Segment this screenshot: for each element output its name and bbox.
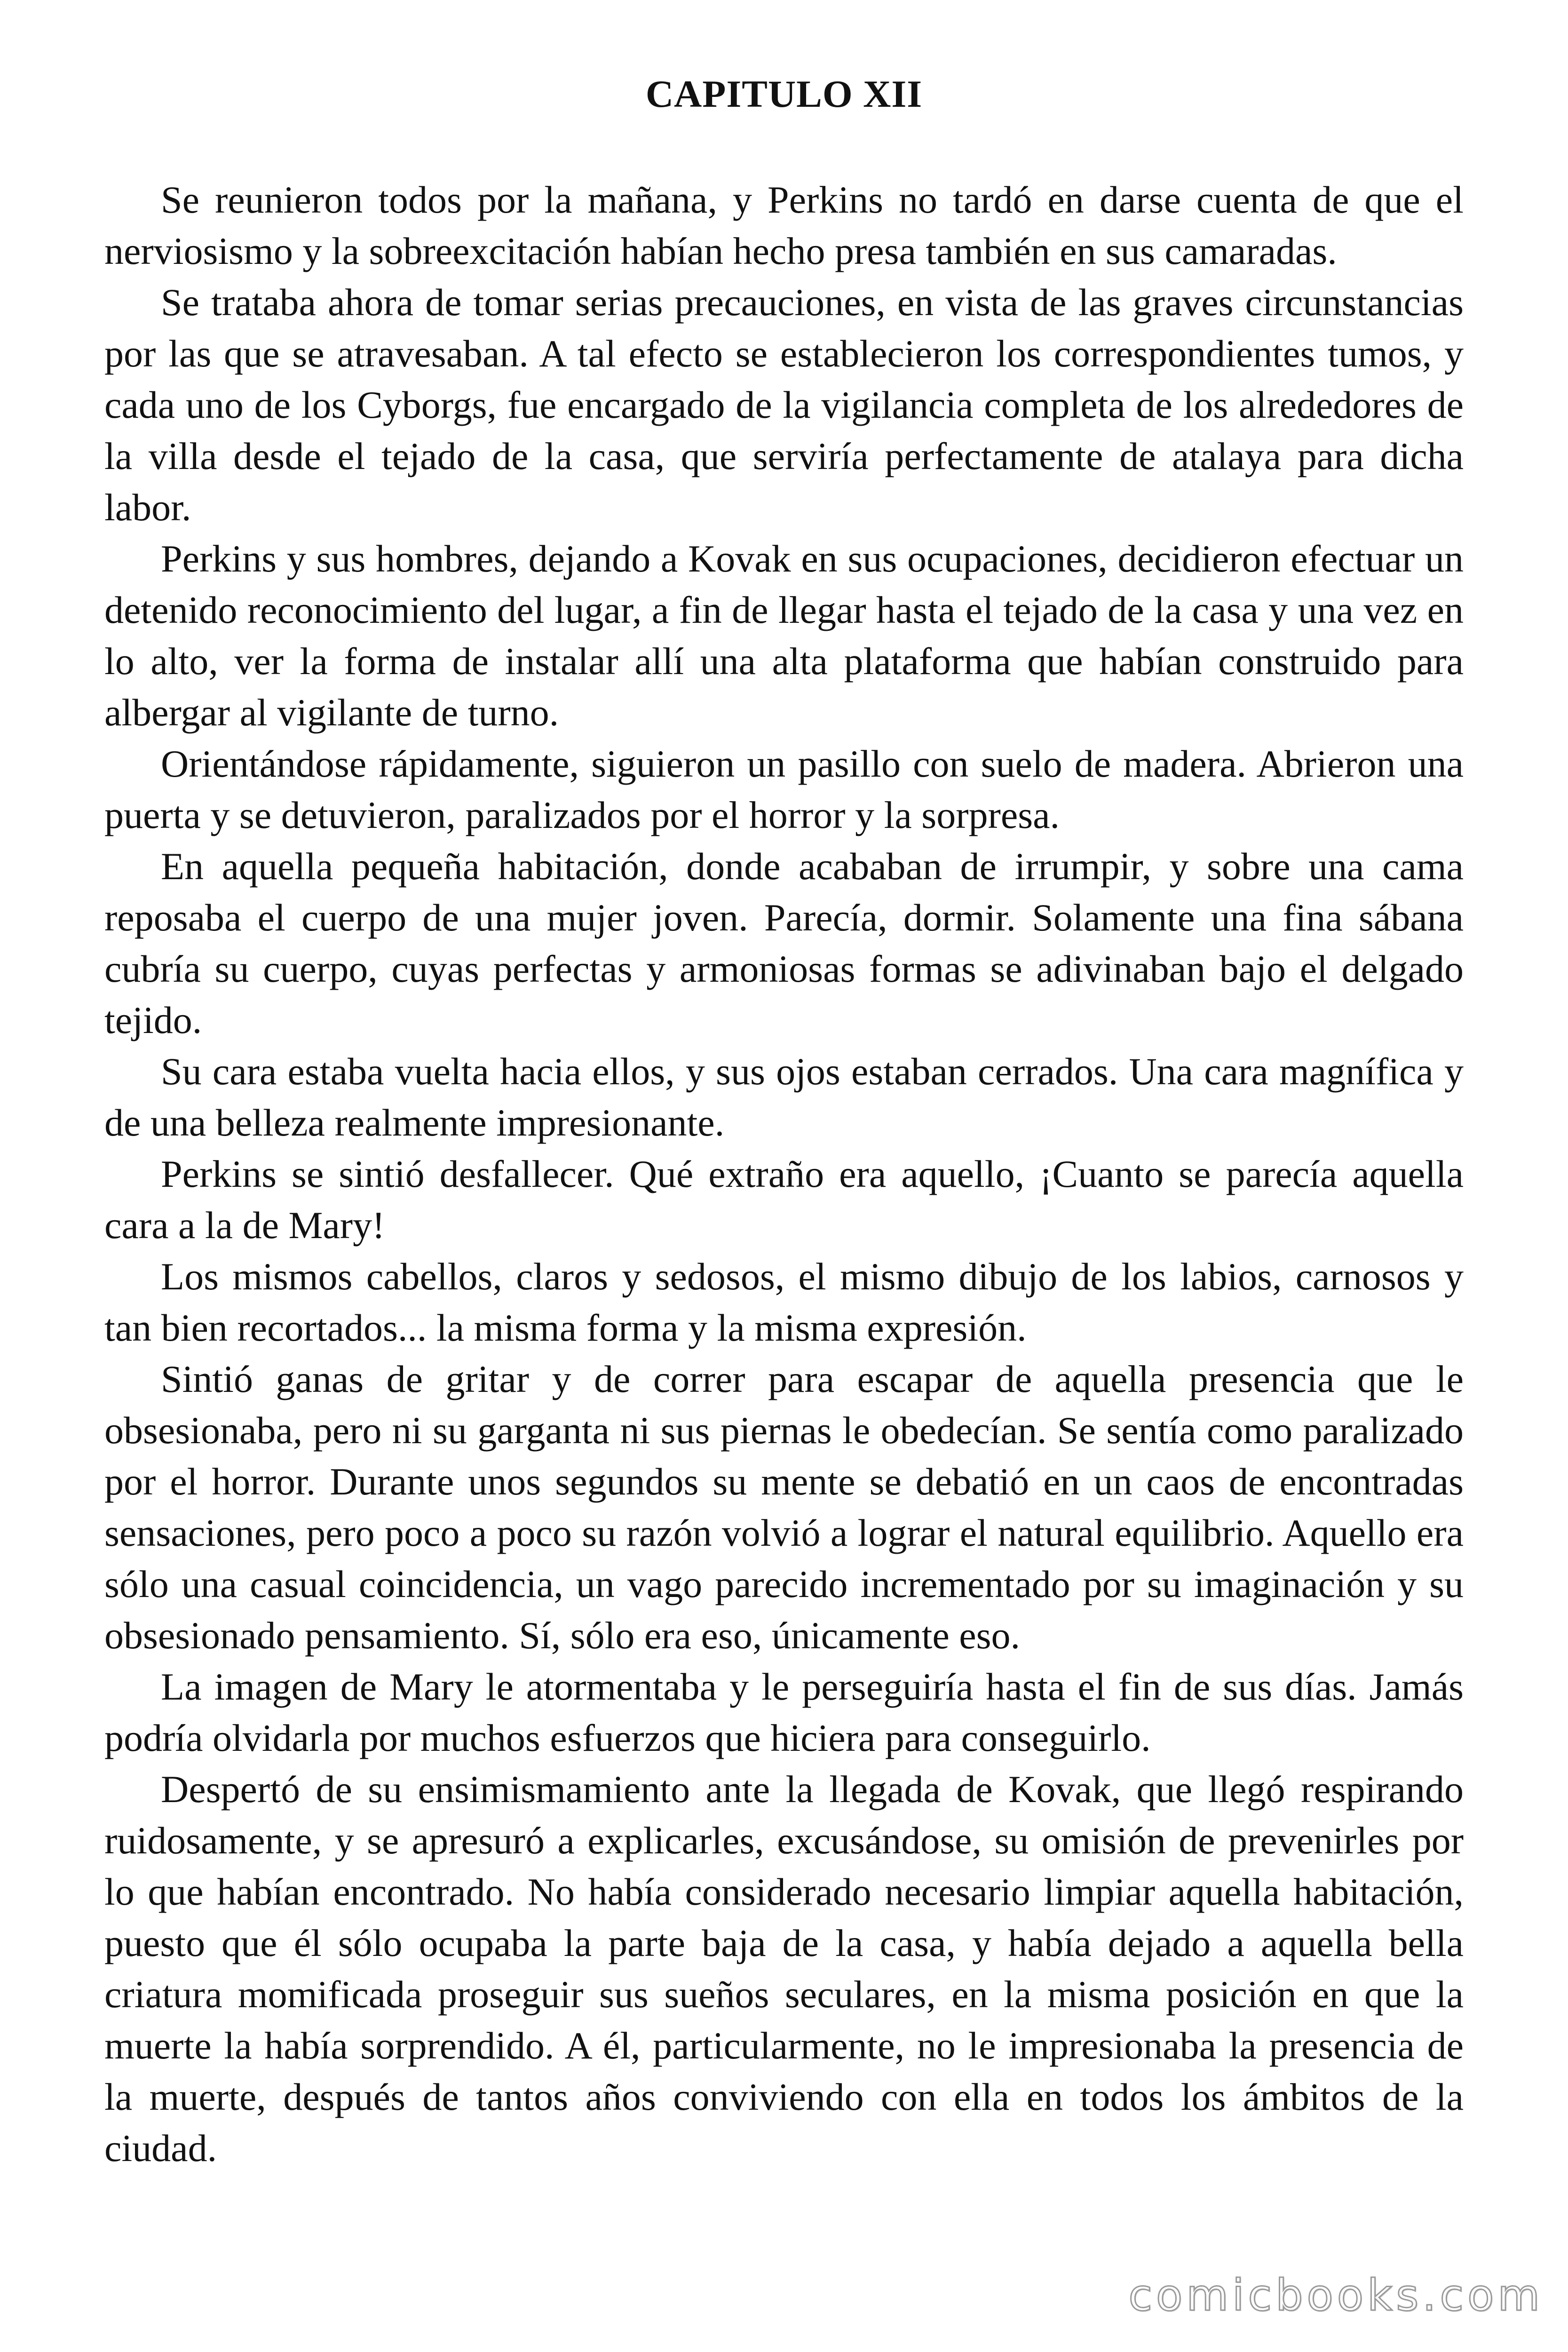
paragraph: Se reunieron todos por la mañana, y Perkins no tardó en darse cuenta de que el nerviosismo y la sobreexcitación habían hecho presa también en sus camaradas. bbox=[104, 178, 1464, 272]
paragraph: Despertó de su ensimismamiento ante la llegada de Kovak, que llegó respirando ruidosamente, y se apresuró a explicarles, excusándose, su omisión de prevenirles por lo que habían encontrado. No había considerado necesario limpiar aquella habitación, puesto que él sólo ocupaba la parte baja de la casa, y había dejado a aquella bella criatura momificada proseguir sus sueños seculares, en la misma posición en que la muerte la había sorprendido. A él, particularmente, no le impresionaba la presencia de la muerte, después de tantos años conviviendo con ella en todos los ámbitos de la ciudad. bbox=[104, 1768, 1464, 2169]
watermark: comicbooks.com bbox=[1128, 2270, 1544, 2320]
chapter-body bbox=[104, 174, 1464, 2174]
paragraph: Su cara estaba vuelta hacia ellos, y sus ojos estaban cerrados. Una cara magnífica y de una belleza realmente impresionante. bbox=[104, 1050, 1464, 1144]
chapter-title: CAPITULO XII bbox=[645, 72, 923, 115]
paragraph: Orientándose rápidamente, siguieron un pasillo con suelo de madera. Abrieron una puerta y se detuvieron, paralizados por el horror y la sorpresa. bbox=[104, 742, 1464, 836]
paragraph: Los mismos cabellos, claros y sedosos, el mismo dibujo de los labios, carnosos y tan bien recortados... la misma forma y la misma expresión. bbox=[104, 1255, 1464, 1349]
paragraph: Se trataba ahora de tomar serias precauciones, en vista de las graves circunstancias por las que se atravesaban. A tal efecto se establecieron los correspondientes tumos, y cada uno de los Cyborgs, fue encargado de la vigilancia completa de los alrededores de la villa desde el tejado de la casa, que serviría perfectamente de atalaya para dicha labor. bbox=[104, 281, 1464, 529]
paragraph: Sintió ganas de gritar y de correr para escapar de aquella presencia que le obsesionaba, pero ni su garganta ni sus piernas le obedecían. Se sentía como paralizado por el horror. Durante unos segundos su mente se debatió en un caos de encontradas sensaciones, pero poco a poco su razón volvió a lograr el natural equilibrio. Aquello era sólo una casual coincidencia, un vago parecido incrementado por su imaginación y su obsesionado pensamiento. Sí, sólo era eso, únicamente eso. bbox=[104, 1358, 1464, 1657]
paragraph: En aquella pequeña habitación, donde acababan de irrumpir, y sobre una cama reposaba el cuerpo de una mujer joven. Parecía, dormir. Solamente una fina sábana cubría su cuerpo, cuyas perfectas y armoniosas formas se adivinaban bajo el delgado tejido. bbox=[104, 845, 1464, 1041]
paragraph: La imagen de Mary le atormentaba y le perseguiría hasta el fin de sus días. Jamás podría olvidarla por muchos esfuerzos que hiciera para conseguirlo. bbox=[104, 1665, 1464, 1759]
paragraph: Perkins se sintió desfallecer. Qué extraño era aquello, ¡Cuanto se parecía aquella cara a la de Mary! bbox=[104, 1152, 1464, 1247]
paragraph: Perkins y sus hombres, dejando a Kovak en sus ocupaciones, decidieron efectuar un detenido reconocimiento del lugar, a fin de llegar hasta el tejado de la casa y una vez en lo alto, ver la forma de instalar allí una alta plataforma que habían construido para albergar al vigilante de turno. bbox=[104, 537, 1464, 734]
